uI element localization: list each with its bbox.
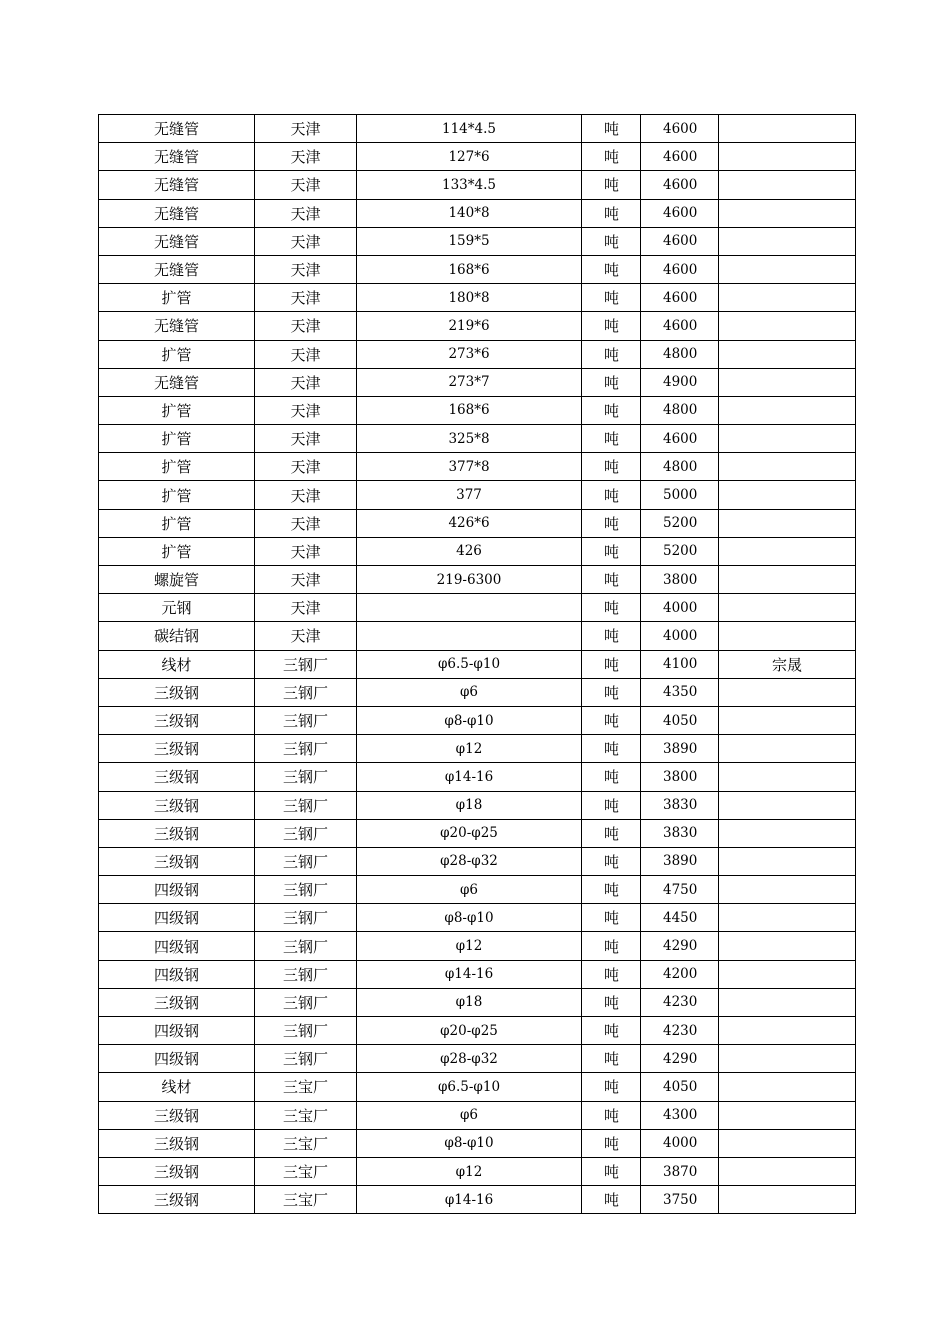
product-name-cell: 元钢 [99,594,255,622]
origin-cell: 三钢厂 [255,791,357,819]
origin-cell: 三钢厂 [255,1045,357,1073]
remark-cell [719,763,856,791]
origin-cell: 天津 [255,312,357,340]
spec-cell: 180*8 [357,284,582,312]
table-row [99,819,856,847]
unit-cell: 吨 [582,1017,641,1045]
price-cell: 4600 [641,312,719,340]
unit-cell: 吨 [582,735,641,763]
product-name-cell: 扩管 [99,537,255,565]
price-cell: 4600 [641,171,719,199]
unit-cell: 吨 [582,340,641,368]
table-row [99,453,856,481]
remark-cell [719,1017,856,1045]
unit-cell: 吨 [582,1073,641,1101]
origin-cell: 三钢厂 [255,847,357,875]
unit-cell: 吨 [582,932,641,960]
table-row [99,706,856,734]
remark-cell [719,791,856,819]
product-name-cell: 三级钢 [99,1129,255,1157]
spec-cell: 159*5 [357,227,582,255]
price-cell: 3890 [641,735,719,763]
spec-cell [357,622,582,650]
remark-cell [719,1129,856,1157]
product-name-cell: 无缝管 [99,255,255,283]
price-cell: 3890 [641,847,719,875]
product-name-cell: 三级钢 [99,735,255,763]
spec-cell: φ8-φ10 [357,706,582,734]
spec-cell: φ8-φ10 [357,904,582,932]
price-cell: 4300 [641,1101,719,1129]
spec-cell: 426 [357,537,582,565]
product-name-cell: 四级钢 [99,904,255,932]
unit-cell: 吨 [582,650,641,678]
remark-cell [719,537,856,565]
unit-cell: 吨 [582,143,641,171]
origin-cell: 天津 [255,227,357,255]
product-name-cell: 扩管 [99,425,255,453]
price-cell: 4000 [641,594,719,622]
price-cell: 4290 [641,932,719,960]
remark-cell [719,312,856,340]
table-row [99,115,856,143]
remark-cell [719,1157,856,1185]
product-name-cell: 碳结钢 [99,622,255,650]
price-cell: 4600 [641,143,719,171]
origin-cell: 三钢厂 [255,988,357,1016]
remark-cell [719,1045,856,1073]
price-cell: 4900 [641,368,719,396]
origin-cell: 三钢厂 [255,904,357,932]
remark-cell [719,1073,856,1101]
table-row [99,932,856,960]
origin-cell: 天津 [255,368,357,396]
spec-cell: 168*6 [357,396,582,424]
remark-cell [719,622,856,650]
remark-cell [719,988,856,1016]
table-row [99,312,856,340]
table-row [99,904,856,932]
unit-cell: 吨 [582,425,641,453]
table-row [99,199,856,227]
table-row [99,227,856,255]
table-row [99,1073,856,1101]
remark-cell [719,227,856,255]
price-cell: 4600 [641,199,719,227]
remark-cell [719,171,856,199]
origin-cell: 天津 [255,115,357,143]
origin-cell: 三钢厂 [255,876,357,904]
product-name-cell: 扩管 [99,340,255,368]
table-row [99,988,856,1016]
remark-cell [719,960,856,988]
price-cell: 4230 [641,988,719,1016]
remark-cell [719,1101,856,1129]
table-row [99,396,856,424]
unit-cell: 吨 [582,904,641,932]
table-row [99,847,856,875]
spec-cell: φ20-φ25 [357,819,582,847]
product-name-cell: 无缝管 [99,312,255,340]
origin-cell: 天津 [255,284,357,312]
product-name-cell: 螺旋管 [99,566,255,594]
table-row [99,425,856,453]
unit-cell: 吨 [582,453,641,481]
spec-cell: φ14-16 [357,960,582,988]
origin-cell: 天津 [255,199,357,227]
remark-cell [719,509,856,537]
price-cell: 3830 [641,791,719,819]
product-name-cell: 线材 [99,1073,255,1101]
price-table [98,114,856,1214]
price-cell: 5200 [641,509,719,537]
product-name-cell: 扩管 [99,509,255,537]
remark-cell [719,904,856,932]
origin-cell: 三钢厂 [255,960,357,988]
origin-cell: 天津 [255,396,357,424]
price-cell: 4290 [641,1045,719,1073]
unit-cell: 吨 [582,876,641,904]
table-row [99,1045,856,1073]
table-row [99,791,856,819]
spec-cell: φ6.5-φ10 [357,650,582,678]
origin-cell: 天津 [255,622,357,650]
unit-cell: 吨 [582,819,641,847]
spec-cell: 273*7 [357,368,582,396]
remark-cell [719,678,856,706]
table-row [99,481,856,509]
spec-cell: φ28-φ32 [357,847,582,875]
spec-cell: φ6 [357,876,582,904]
unit-cell: 吨 [582,227,641,255]
spec-cell: φ8-φ10 [357,1129,582,1157]
product-name-cell: 扩管 [99,396,255,424]
spec-cell [357,594,582,622]
origin-cell: 天津 [255,566,357,594]
spec-cell: φ18 [357,791,582,819]
unit-cell: 吨 [582,988,641,1016]
spec-cell: 426*6 [357,509,582,537]
product-name-cell: 扩管 [99,481,255,509]
price-cell: 4600 [641,227,719,255]
spec-cell: 273*6 [357,340,582,368]
unit-cell: 吨 [582,255,641,283]
price-cell: 3800 [641,566,719,594]
unit-cell: 吨 [582,763,641,791]
spec-cell: 168*6 [357,255,582,283]
remark-cell [719,115,856,143]
spec-cell: φ12 [357,932,582,960]
unit-cell: 吨 [582,284,641,312]
table-row [99,1186,856,1214]
spec-cell: 377*8 [357,453,582,481]
spec-cell: φ28-φ32 [357,1045,582,1073]
remark-cell [719,932,856,960]
unit-cell: 吨 [582,1186,641,1214]
origin-cell: 天津 [255,481,357,509]
spec-cell: 133*4.5 [357,171,582,199]
table-row [99,143,856,171]
product-name-cell: 无缝管 [99,143,255,171]
price-cell: 4800 [641,453,719,481]
product-name-cell: 扩管 [99,453,255,481]
unit-cell: 吨 [582,537,641,565]
origin-cell: 三钢厂 [255,819,357,847]
table-row [99,876,856,904]
price-cell: 3870 [641,1157,719,1185]
price-cell: 4800 [641,396,719,424]
origin-cell: 三钢厂 [255,706,357,734]
product-name-cell: 无缝管 [99,171,255,199]
origin-cell: 三钢厂 [255,932,357,960]
remark-cell [719,735,856,763]
unit-cell: 吨 [582,622,641,650]
spec-cell: 140*8 [357,199,582,227]
unit-cell: 吨 [582,171,641,199]
price-cell: 4600 [641,425,719,453]
origin-cell: 三宝厂 [255,1073,357,1101]
origin-cell: 三钢厂 [255,678,357,706]
product-name-cell: 三级钢 [99,1101,255,1129]
spec-cell: φ14-16 [357,763,582,791]
price-cell: 4050 [641,706,719,734]
origin-cell: 三钢厂 [255,1017,357,1045]
table-row [99,735,856,763]
spec-cell: φ12 [357,735,582,763]
spec-cell: 219-6300 [357,566,582,594]
unit-cell: 吨 [582,115,641,143]
unit-cell: 吨 [582,1101,641,1129]
origin-cell: 天津 [255,537,357,565]
product-name-cell: 三级钢 [99,706,255,734]
table-row [99,678,856,706]
unit-cell: 吨 [582,566,641,594]
remark-cell [719,340,856,368]
unit-cell: 吨 [582,509,641,537]
product-name-cell: 三级钢 [99,1157,255,1185]
remark-cell [719,847,856,875]
product-name-cell: 三级钢 [99,763,255,791]
origin-cell: 天津 [255,453,357,481]
remark-cell [719,1186,856,1214]
spec-cell: 127*6 [357,143,582,171]
origin-cell: 三钢厂 [255,735,357,763]
price-cell: 4050 [641,1073,719,1101]
remark-cell [719,594,856,622]
remark-cell [719,255,856,283]
price-cell: 4600 [641,255,719,283]
price-cell: 4450 [641,904,719,932]
spec-cell: φ6 [357,678,582,706]
unit-cell: 吨 [582,396,641,424]
product-name-cell: 四级钢 [99,960,255,988]
price-cell: 3800 [641,763,719,791]
unit-cell: 吨 [582,368,641,396]
remark-cell [719,396,856,424]
price-cell: 4350 [641,678,719,706]
price-cell: 4200 [641,960,719,988]
unit-cell: 吨 [582,960,641,988]
origin-cell: 天津 [255,171,357,199]
product-name-cell: 四级钢 [99,1017,255,1045]
product-name-cell: 四级钢 [99,876,255,904]
table-row [99,1017,856,1045]
spec-cell: φ12 [357,1157,582,1185]
table-row [99,340,856,368]
unit-cell: 吨 [582,481,641,509]
remark-cell [719,425,856,453]
product-name-cell: 三级钢 [99,791,255,819]
price-cell: 4000 [641,1129,719,1157]
unit-cell: 吨 [582,312,641,340]
unit-cell: 吨 [582,1157,641,1185]
remark-cell [719,481,856,509]
remark-cell [719,453,856,481]
remark-cell [719,284,856,312]
product-name-cell: 四级钢 [99,932,255,960]
table-row [99,763,856,791]
product-name-cell: 三级钢 [99,1186,255,1214]
origin-cell: 三宝厂 [255,1129,357,1157]
unit-cell: 吨 [582,199,641,227]
remark-cell [719,199,856,227]
product-name-cell: 三级钢 [99,988,255,1016]
table-row [99,171,856,199]
unit-cell: 吨 [582,791,641,819]
remark-cell: 宗晟 [719,650,856,678]
table-row [99,566,856,594]
spec-cell: φ18 [357,988,582,1016]
price-cell: 4100 [641,650,719,678]
price-cell: 3750 [641,1186,719,1214]
price-cell: 3830 [641,819,719,847]
origin-cell: 天津 [255,594,357,622]
spec-cell: 114*4.5 [357,115,582,143]
product-name-cell: 三级钢 [99,847,255,875]
price-cell: 5200 [641,537,719,565]
price-cell: 4000 [641,622,719,650]
remark-cell [719,819,856,847]
table-row [99,368,856,396]
table-row [99,960,856,988]
product-name-cell: 三级钢 [99,819,255,847]
price-table-container [98,114,856,1214]
unit-cell: 吨 [582,678,641,706]
unit-cell: 吨 [582,1045,641,1073]
spec-cell: 325*8 [357,425,582,453]
table-row [99,509,856,537]
origin-cell: 天津 [255,340,357,368]
origin-cell: 三宝厂 [255,1186,357,1214]
spec-cell: φ6 [357,1101,582,1129]
table-row [99,255,856,283]
origin-cell: 三宝厂 [255,1157,357,1185]
spec-cell: φ20-φ25 [357,1017,582,1045]
origin-cell: 三钢厂 [255,763,357,791]
spec-cell: 219*6 [357,312,582,340]
price-cell: 4230 [641,1017,719,1045]
spec-cell: 377 [357,481,582,509]
remark-cell [719,566,856,594]
table-row [99,622,856,650]
table-row [99,594,856,622]
price-cell: 5000 [641,481,719,509]
table-row [99,284,856,312]
product-name-cell: 无缝管 [99,227,255,255]
origin-cell: 天津 [255,255,357,283]
product-name-cell: 无缝管 [99,199,255,227]
table-row [99,537,856,565]
spec-cell: φ6.5-φ10 [357,1073,582,1101]
remark-cell [719,706,856,734]
price-cell: 4800 [641,340,719,368]
table-row [99,1101,856,1129]
origin-cell: 三宝厂 [255,1101,357,1129]
table-row [99,1129,856,1157]
unit-cell: 吨 [582,594,641,622]
product-name-cell: 扩管 [99,284,255,312]
unit-cell: 吨 [582,847,641,875]
product-name-cell: 线材 [99,650,255,678]
table-row [99,650,856,678]
product-name-cell: 无缝管 [99,115,255,143]
price-cell: 4750 [641,876,719,904]
origin-cell: 三钢厂 [255,650,357,678]
price-cell: 4600 [641,115,719,143]
remark-cell [719,876,856,904]
remark-cell [719,368,856,396]
product-name-cell: 无缝管 [99,368,255,396]
price-table-body [99,115,856,1214]
remark-cell [719,143,856,171]
origin-cell: 天津 [255,143,357,171]
spec-cell: φ14-16 [357,1186,582,1214]
unit-cell: 吨 [582,706,641,734]
unit-cell: 吨 [582,1129,641,1157]
price-cell: 4600 [641,284,719,312]
table-row [99,1157,856,1185]
origin-cell: 天津 [255,425,357,453]
product-name-cell: 四级钢 [99,1045,255,1073]
origin-cell: 天津 [255,509,357,537]
product-name-cell: 三级钢 [99,678,255,706]
